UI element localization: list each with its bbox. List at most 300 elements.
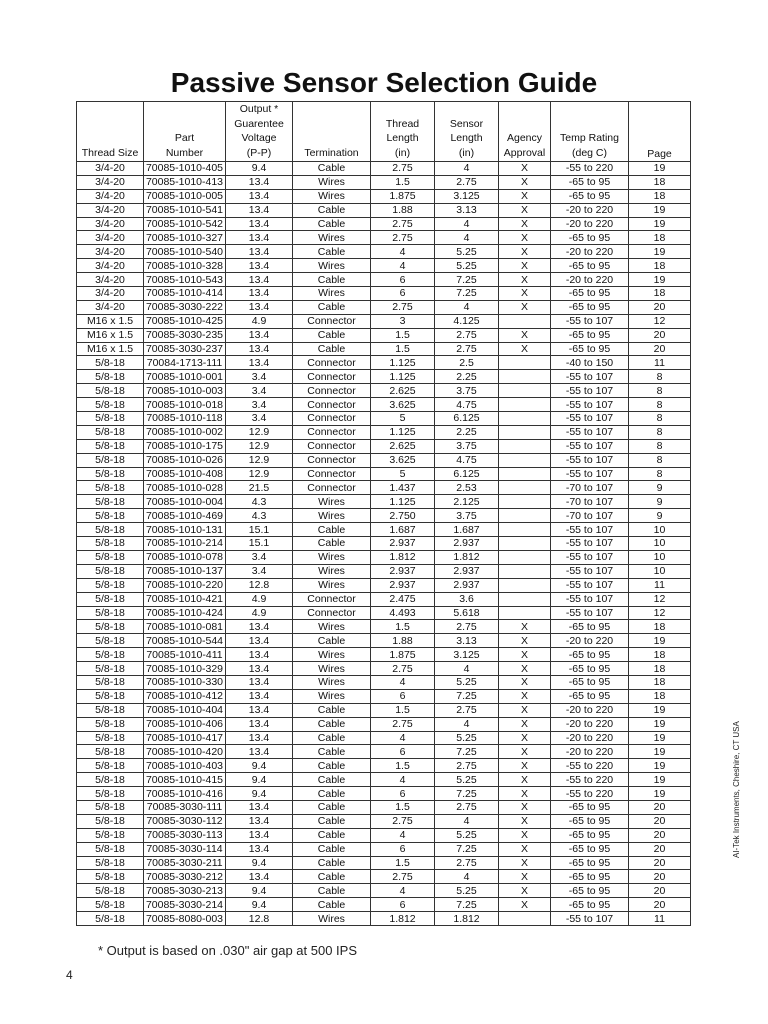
cell-agency-approval: X	[499, 189, 551, 203]
cell-page: 18	[629, 620, 691, 634]
table-row	[77, 800, 691, 814]
cell-thread-length: 2.75	[371, 231, 435, 245]
cell-termination: Cable	[293, 731, 371, 745]
cell-agency-approval	[499, 439, 551, 453]
cell-part-number: 70085-1010-131	[144, 523, 226, 537]
table-row	[77, 564, 691, 578]
page-number: 4	[66, 968, 73, 982]
cell-termination: Cable	[293, 162, 371, 176]
cell-thread-size: 5/8-18	[77, 384, 144, 398]
cell-part-number: 70085-1010-421	[144, 592, 226, 606]
cell-output-voltage: 13.4	[226, 300, 293, 314]
cell-agency-approval: X	[499, 675, 551, 689]
cell-sensor-length: 4.75	[435, 398, 499, 412]
cell-sensor-length: 7.25	[435, 273, 499, 287]
cell-thread-size: 5/8-18	[77, 689, 144, 703]
cell-thread-size: 3/4-20	[77, 231, 144, 245]
cell-thread-size: 5/8-18	[77, 648, 144, 662]
cell-thread-size: 5/8-18	[77, 675, 144, 689]
cell-temp-rating: -55 to 220	[551, 759, 629, 773]
cell-termination: Cable	[293, 745, 371, 759]
cell-agency-approval: X	[499, 342, 551, 356]
cell-output-voltage: 13.4	[226, 675, 293, 689]
cell-agency-approval: X	[499, 787, 551, 801]
cell-termination: Connector	[293, 592, 371, 606]
cell-termination: Cable	[293, 898, 371, 912]
header-line: Guarentee	[234, 117, 284, 130]
cell-thread-length: 2.75	[371, 870, 435, 884]
cell-page: 18	[629, 231, 691, 245]
cell-agency-approval	[499, 550, 551, 564]
cell-sensor-length: 5.25	[435, 245, 499, 259]
cell-page: 20	[629, 814, 691, 828]
cell-sensor-length: 2.937	[435, 537, 499, 551]
table-row	[77, 356, 691, 370]
cell-temp-rating: -55 to 107	[551, 564, 629, 578]
cell-sensor-length: 2.75	[435, 800, 499, 814]
cell-sensor-length: 2.75	[435, 328, 499, 342]
cell-thread-size: 3/4-20	[77, 162, 144, 176]
cell-part-number: 70085-1010-404	[144, 703, 226, 717]
cell-thread-size: 5/8-18	[77, 703, 144, 717]
cell-thread-length: 2.475	[371, 592, 435, 606]
cell-termination: Wires	[293, 912, 371, 926]
cell-sensor-length: 3.6	[435, 592, 499, 606]
cell-termination: Cable	[293, 856, 371, 870]
cell-temp-rating: -55 to 107	[551, 550, 629, 564]
table-row	[77, 620, 691, 634]
cell-thread-length: 1.5	[371, 759, 435, 773]
cell-agency-approval: X	[499, 328, 551, 342]
cell-termination: Connector	[293, 412, 371, 426]
cell-output-voltage: 3.4	[226, 370, 293, 384]
cell-termination: Cable	[293, 273, 371, 287]
cell-thread-size: 5/8-18	[77, 773, 144, 787]
cell-page: 12	[629, 314, 691, 328]
cell-thread-size: 3/4-20	[77, 203, 144, 217]
table-row	[77, 259, 691, 273]
cell-sensor-length: 3.75	[435, 509, 499, 523]
cell-output-voltage: 9.4	[226, 162, 293, 176]
cell-temp-rating: -55 to 107	[551, 412, 629, 426]
cell-sensor-length: 2.75	[435, 342, 499, 356]
cell-thread-length: 1.88	[371, 634, 435, 648]
cell-page: 20	[629, 828, 691, 842]
cell-termination: Wires	[293, 231, 371, 245]
cell-output-voltage: 15.1	[226, 523, 293, 537]
table-row	[77, 342, 691, 356]
cell-part-number: 70085-3030-113	[144, 828, 226, 842]
cell-termination: Wires	[293, 662, 371, 676]
header-line: Termination	[304, 146, 359, 159]
header-line: (in)	[458, 146, 475, 159]
cell-page: 19	[629, 634, 691, 648]
cell-sensor-length: 2.937	[435, 564, 499, 578]
table-row	[77, 287, 691, 301]
cell-part-number: 70085-3030-114	[144, 842, 226, 856]
cell-output-voltage: 13.4	[226, 800, 293, 814]
cell-agency-approval: X	[499, 731, 551, 745]
cell-agency-approval: X	[499, 662, 551, 676]
cell-page: 18	[629, 662, 691, 676]
cell-output-voltage: 3.4	[226, 384, 293, 398]
cell-thread-size: 3/4-20	[77, 259, 144, 273]
cell-thread-length: 4	[371, 828, 435, 842]
cell-thread-length: 2.75	[371, 814, 435, 828]
cell-termination: Wires	[293, 509, 371, 523]
cell-temp-rating: -55 to 107	[551, 537, 629, 551]
cell-thread-size: 5/8-18	[77, 717, 144, 731]
cell-thread-size: 5/8-18	[77, 481, 144, 495]
cell-sensor-length: 2.75	[435, 856, 499, 870]
cell-output-voltage: 13.4	[226, 689, 293, 703]
cell-sensor-length: 3.13	[435, 203, 499, 217]
cell-thread-size: 5/8-18	[77, 787, 144, 801]
cell-agency-approval: X	[499, 231, 551, 245]
cell-page: 20	[629, 856, 691, 870]
cell-temp-rating: -55 to 107	[551, 439, 629, 453]
cell-part-number: 70085-1010-416	[144, 787, 226, 801]
cell-page: 8	[629, 467, 691, 481]
cell-sensor-length: 4	[435, 217, 499, 231]
cell-part-number: 70085-1010-028	[144, 481, 226, 495]
cell-agency-approval	[499, 314, 551, 328]
cell-temp-rating: -20 to 220	[551, 217, 629, 231]
cell-agency-approval	[499, 467, 551, 481]
cell-page: 10	[629, 537, 691, 551]
cell-termination: Wires	[293, 648, 371, 662]
cell-agency-approval	[499, 578, 551, 592]
cell-thread-size: 5/8-18	[77, 634, 144, 648]
cell-agency-approval	[499, 564, 551, 578]
cell-sensor-length: 2.25	[435, 370, 499, 384]
cell-page: 18	[629, 287, 691, 301]
cell-thread-length: 1.125	[371, 425, 435, 439]
table-row	[77, 481, 691, 495]
table-row	[77, 425, 691, 439]
cell-thread-length: 2.75	[371, 662, 435, 676]
cell-agency-approval: X	[499, 273, 551, 287]
cell-part-number: 70085-1010-415	[144, 773, 226, 787]
cell-part-number: 70085-1010-078	[144, 550, 226, 564]
cell-thread-size: 5/8-18	[77, 592, 144, 606]
cell-page: 18	[629, 189, 691, 203]
cell-thread-size: 5/8-18	[77, 356, 144, 370]
cell-thread-length: 2.937	[371, 578, 435, 592]
cell-output-voltage: 12.9	[226, 439, 293, 453]
cell-page: 20	[629, 884, 691, 898]
cell-page: 19	[629, 717, 691, 731]
table-row	[77, 189, 691, 203]
cell-termination: Connector	[293, 398, 371, 412]
cell-temp-rating: -55 to 107	[551, 314, 629, 328]
cell-agency-approval	[499, 606, 551, 620]
cell-temp-rating: -20 to 220	[551, 731, 629, 745]
cell-output-voltage: 21.5	[226, 481, 293, 495]
cell-part-number: 70085-1010-420	[144, 745, 226, 759]
table-row	[77, 662, 691, 676]
cell-thread-size: 5/8-18	[77, 898, 144, 912]
cell-output-voltage: 13.4	[226, 217, 293, 231]
cell-thread-size: M16 x 1.5	[77, 314, 144, 328]
cell-part-number: 70085-1010-327	[144, 231, 226, 245]
cell-part-number: 70085-1010-002	[144, 425, 226, 439]
cell-part-number: 70085-1010-330	[144, 675, 226, 689]
cell-agency-approval: X	[499, 620, 551, 634]
cell-termination: Cable	[293, 828, 371, 842]
cell-thread-size: 5/8-18	[77, 578, 144, 592]
cell-agency-approval: X	[499, 717, 551, 731]
cell-sensor-length: 4	[435, 300, 499, 314]
cell-sensor-length: 3.125	[435, 648, 499, 662]
cell-output-voltage: 13.4	[226, 189, 293, 203]
cell-agency-approval	[499, 495, 551, 509]
cell-temp-rating: -65 to 95	[551, 689, 629, 703]
cell-temp-rating: -20 to 220	[551, 703, 629, 717]
cell-termination: Cable	[293, 773, 371, 787]
cell-temp-rating: -55 to 107	[551, 453, 629, 467]
cell-thread-size: 5/8-18	[77, 370, 144, 384]
cell-sensor-length: 2.53	[435, 481, 499, 495]
cell-termination: Cable	[293, 842, 371, 856]
cell-thread-length: 2.625	[371, 439, 435, 453]
table-row	[77, 634, 691, 648]
header-line: Output *	[239, 103, 279, 115]
header-temp-rating	[551, 102, 629, 162]
cell-thread-length: 1.437	[371, 481, 435, 495]
header-agency-approval	[499, 102, 551, 162]
cell-temp-rating: -65 to 95	[551, 189, 629, 203]
cell-agency-approval	[499, 537, 551, 551]
cell-thread-length: 2.937	[371, 564, 435, 578]
cell-termination: Cable	[293, 217, 371, 231]
cell-thread-size: 3/4-20	[77, 189, 144, 203]
cell-sensor-length: 1.812	[435, 550, 499, 564]
cell-thread-length: 4	[371, 731, 435, 745]
header-thread-size	[77, 102, 144, 162]
cell-page: 20	[629, 328, 691, 342]
cell-thread-size: 5/8-18	[77, 662, 144, 676]
cell-output-voltage: 13.4	[226, 245, 293, 259]
cell-termination: Cable	[293, 328, 371, 342]
cell-sensor-length: 7.25	[435, 287, 499, 301]
cell-part-number: 70085-3030-111	[144, 800, 226, 814]
cell-page: 20	[629, 870, 691, 884]
cell-output-voltage: 9.4	[226, 787, 293, 801]
cell-temp-rating: -70 to 107	[551, 495, 629, 509]
cell-termination: Cable	[293, 300, 371, 314]
cell-output-voltage: 13.4	[226, 842, 293, 856]
cell-sensor-length: 2.125	[435, 495, 499, 509]
cell-thread-length: 6	[371, 787, 435, 801]
cell-thread-length: 6	[371, 745, 435, 759]
cell-part-number: 70085-1010-329	[144, 662, 226, 676]
cell-agency-approval	[499, 481, 551, 495]
header-sensor-length	[435, 102, 499, 162]
cell-page: 18	[629, 175, 691, 189]
cell-page: 10	[629, 550, 691, 564]
table-row	[77, 370, 691, 384]
cell-agency-approval: X	[499, 217, 551, 231]
cell-part-number: 70085-1010-414	[144, 287, 226, 301]
header-line: Approval	[503, 146, 546, 159]
cell-sensor-length: 7.25	[435, 898, 499, 912]
cell-sensor-length: 3.75	[435, 384, 499, 398]
cell-page: 8	[629, 384, 691, 398]
cell-output-voltage: 12.9	[226, 467, 293, 481]
cell-page: 19	[629, 203, 691, 217]
cell-thread-size: 5/8-18	[77, 842, 144, 856]
cell-temp-rating: -55 to 220	[551, 787, 629, 801]
cell-thread-length: 2.75	[371, 300, 435, 314]
cell-thread-length: 4	[371, 675, 435, 689]
cell-output-voltage: 13.4	[226, 662, 293, 676]
table-row	[77, 828, 691, 842]
cell-temp-rating: -55 to 107	[551, 398, 629, 412]
cell-termination: Cable	[293, 787, 371, 801]
cell-sensor-length: 2.75	[435, 175, 499, 189]
cell-part-number: 70085-1010-543	[144, 273, 226, 287]
table-row	[77, 717, 691, 731]
cell-thread-length: 4.493	[371, 606, 435, 620]
cell-part-number: 70085-1010-220	[144, 578, 226, 592]
cell-thread-size: 5/8-18	[77, 620, 144, 634]
cell-sensor-length: 1.812	[435, 912, 499, 926]
cell-output-voltage: 13.4	[226, 231, 293, 245]
cell-output-voltage: 13.4	[226, 175, 293, 189]
cell-agency-approval: X	[499, 884, 551, 898]
cell-part-number: 70085-1010-544	[144, 634, 226, 648]
cell-page: 18	[629, 675, 691, 689]
cell-thread-size: 3/4-20	[77, 300, 144, 314]
cell-page: 9	[629, 509, 691, 523]
header-line: (P-P)	[246, 146, 272, 159]
cell-page: 10	[629, 523, 691, 537]
cell-agency-approval: X	[499, 745, 551, 759]
cell-output-voltage: 13.4	[226, 342, 293, 356]
cell-thread-length: 5	[371, 467, 435, 481]
cell-page: 20	[629, 898, 691, 912]
cell-sensor-length: 5.25	[435, 884, 499, 898]
footnote: * Output is based on .030" air gap at 500 IPS	[98, 943, 358, 958]
cell-thread-length: 1.88	[371, 203, 435, 217]
cell-thread-size: 5/8-18	[77, 453, 144, 467]
cell-sensor-length: 5.25	[435, 828, 499, 842]
cell-temp-rating: -55 to 220	[551, 162, 629, 176]
cell-temp-rating: -65 to 95	[551, 856, 629, 870]
cell-thread-length: 1.5	[371, 800, 435, 814]
cell-page: 19	[629, 217, 691, 231]
cell-output-voltage: 9.4	[226, 856, 293, 870]
cell-agency-approval	[499, 384, 551, 398]
cell-thread-size: 3/4-20	[77, 287, 144, 301]
cell-output-voltage: 13.4	[226, 620, 293, 634]
cell-part-number: 70085-1010-425	[144, 314, 226, 328]
cell-temp-rating: -55 to 107	[551, 578, 629, 592]
cell-part-number: 70084-1713-111	[144, 356, 226, 370]
table-row	[77, 384, 691, 398]
cell-sensor-length: 4	[435, 814, 499, 828]
cell-thread-size: 5/8-18	[77, 800, 144, 814]
page-title: Passive Sensor Selection Guide	[170, 67, 598, 98]
cell-termination: Cable	[293, 634, 371, 648]
cell-agency-approval	[499, 356, 551, 370]
header-thread-length	[371, 102, 435, 162]
cell-part-number: 70085-1010-026	[144, 453, 226, 467]
cell-termination: Connector	[293, 356, 371, 370]
header-line: Length	[450, 132, 483, 144]
cell-output-voltage: 13.4	[226, 634, 293, 648]
cell-sensor-length: 4	[435, 662, 499, 676]
cell-page: 20	[629, 342, 691, 356]
cell-page: 18	[629, 689, 691, 703]
cell-temp-rating: -40 to 150	[551, 356, 629, 370]
cell-output-voltage: 13.4	[226, 870, 293, 884]
table-row	[77, 453, 691, 467]
cell-agency-approval: X	[499, 773, 551, 787]
cell-thread-length: 3	[371, 314, 435, 328]
cell-output-voltage: 9.4	[226, 898, 293, 912]
cell-agency-approval	[499, 425, 551, 439]
cell-termination: Wires	[293, 675, 371, 689]
cell-page: 19	[629, 773, 691, 787]
cell-page: 19	[629, 273, 691, 287]
cell-temp-rating: -55 to 107	[551, 912, 629, 926]
cell-thread-size: 5/8-18	[77, 912, 144, 926]
cell-thread-length: 2.937	[371, 537, 435, 551]
cell-part-number: 70085-1010-081	[144, 620, 226, 634]
table-row	[77, 759, 691, 773]
cell-output-voltage: 4.9	[226, 314, 293, 328]
cell-thread-length: 3.625	[371, 398, 435, 412]
header-part-number	[144, 102, 226, 162]
cell-thread-length: 5	[371, 412, 435, 426]
cell-page: 12	[629, 592, 691, 606]
cell-part-number: 70085-1010-417	[144, 731, 226, 745]
cell-thread-size: 5/8-18	[77, 398, 144, 412]
cell-termination: Cable	[293, 759, 371, 773]
table-row	[77, 550, 691, 564]
cell-thread-size: 5/8-18	[77, 564, 144, 578]
cell-page: 20	[629, 800, 691, 814]
table-row	[77, 231, 691, 245]
cell-part-number: 70085-1010-469	[144, 509, 226, 523]
cell-output-voltage: 13.4	[226, 648, 293, 662]
cell-sensor-length: 2.25	[435, 425, 499, 439]
cell-thread-size: 5/8-18	[77, 439, 144, 453]
table-row	[77, 578, 691, 592]
cell-temp-rating: -65 to 95	[551, 300, 629, 314]
cell-sensor-length: 3.125	[435, 189, 499, 203]
cell-part-number: 70085-3030-211	[144, 856, 226, 870]
cell-page: 19	[629, 745, 691, 759]
cell-agency-approval: X	[499, 648, 551, 662]
cell-temp-rating: -65 to 95	[551, 675, 629, 689]
table-row	[77, 495, 691, 509]
cell-thread-length: 2.625	[371, 384, 435, 398]
cell-temp-rating: -65 to 95	[551, 842, 629, 856]
cell-termination: Connector	[293, 425, 371, 439]
cell-thread-length: 1.5	[371, 342, 435, 356]
cell-thread-length: 4	[371, 259, 435, 273]
header-line: Agency	[506, 132, 543, 144]
cell-part-number: 70085-3030-235	[144, 328, 226, 342]
cell-termination: Connector	[293, 467, 371, 481]
cell-termination: Connector	[293, 370, 371, 384]
cell-temp-rating: -20 to 220	[551, 245, 629, 259]
cell-thread-length: 1.812	[371, 912, 435, 926]
cell-page: 19	[629, 759, 691, 773]
